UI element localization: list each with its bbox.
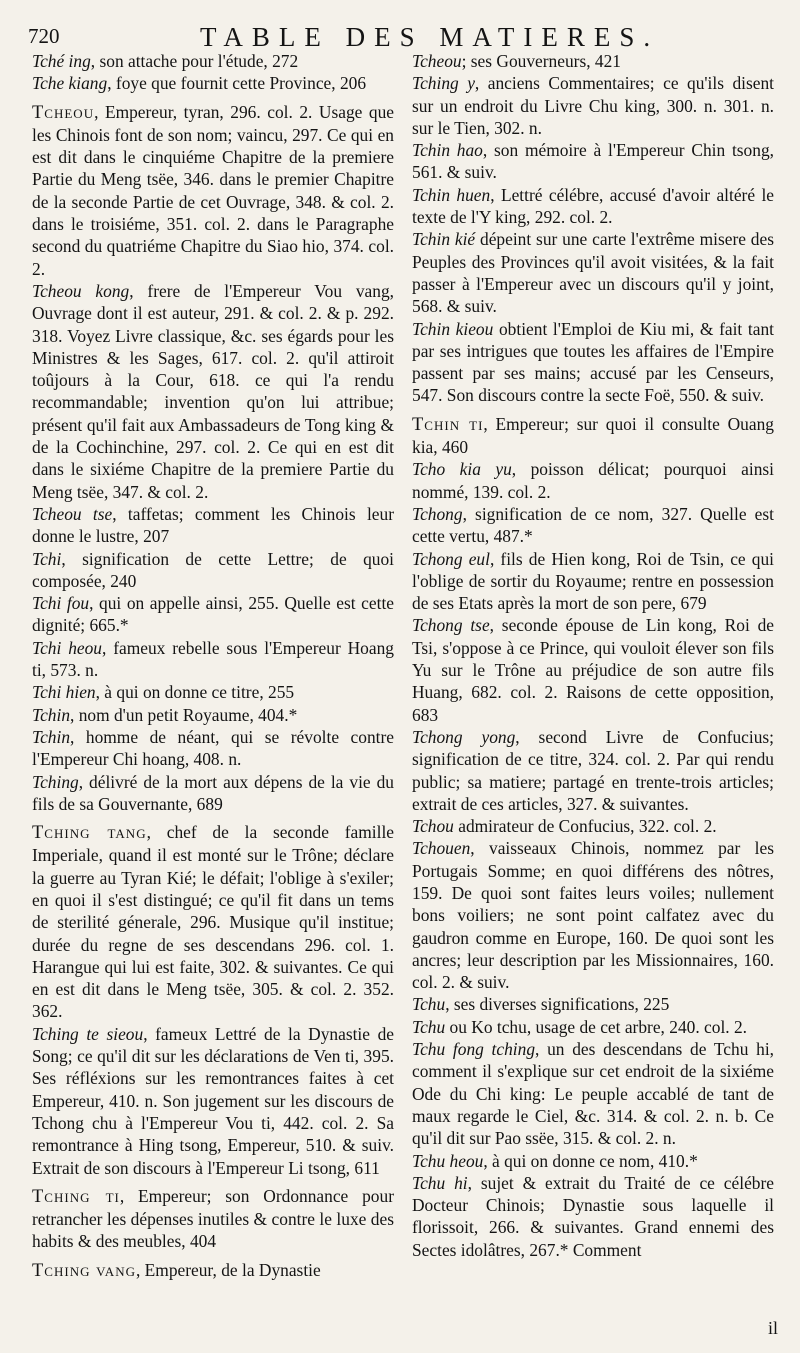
entry-headword: Tchong yong (412, 726, 516, 747)
index-entry (412, 1172, 774, 1261)
index-entry (32, 503, 394, 548)
entry-headword: Tching tang (32, 823, 147, 844)
entry-text: , Lettré célébre, accusé d'avoir altéré le texte de l'Y king, 292. col. 2. (412, 184, 774, 228)
entry-text: , foye que fournit cette Province, 206 (107, 73, 367, 94)
index-entry (412, 837, 774, 993)
index-entry (32, 1259, 394, 1282)
entry-text: , son mémoire à l'Empereur Chin tsong, 561. & suiv. (412, 140, 774, 183)
index-entry (412, 458, 774, 503)
index-entry (412, 993, 774, 1015)
entry-text: , Empereur; son Ordonnance pour retrancher les dépenses inutiles & contre le luxe des habits & des meubles, 404 (32, 1185, 394, 1252)
entry-headword: Tche kiang (32, 73, 108, 94)
entry-text: , fils de Hien kong, Roi de Tsin, ce qui l'oblige de sortir du Royaume; rentre en possession de ses Etats après la mort de son pere, 679 (412, 548, 774, 614)
entry-text: , seconde épouse de Lin kong, Roi de Tsi, s'oppose à ce Prince, qui vouloit élever son fils Yu sur le Trône au préjudice de son autre fils Huang, 682. col. 2. Raisons de cette opposition, 683 (412, 615, 774, 725)
entry-headword: Tcheou (32, 102, 95, 123)
index-entry (32, 280, 394, 503)
entry-text: , chef de la seconde famille Imperiale, quand il est monté sur le Trône; déclare la guerre au Tyran Kié; le défait; l'oblige à s'exiler; en quoi il s'est distingué; ce qu'il fit dans un tems de sterilité génerale, 296. Musique qu'il institue; durée du regne de ses descendans 296. col. 1. Harangue qui lui est faite, 302. & suivantes. Ce qui en est dit dans le Meng tsëe, 305. & col. 2. 352. 362. (32, 822, 394, 1022)
entry-text: , vaisseaux Chinois, nommez par les Portugais Somme; en quoi différens des nôtres, 159. De quoi sont faites leurs voiles; nullement bons voiliers; ne sont point calfatez avec du gaudron comme en Europe, 160. De quoi sont les ancres; leur description par les Missionnaires, 160. col. 2. & suiv. (412, 838, 774, 993)
index-entry (412, 614, 774, 725)
entry-headword: Tchi heou (32, 637, 102, 658)
index-entry (32, 704, 394, 726)
index-entry (32, 637, 394, 682)
entry-text: , anciens Commentaires; ce qu'ils disent sur un endroit du Livre Chu king, 300. n. 301. n. sur le Tien, 302. n. (412, 73, 775, 138)
entry-text: , délivré de la mort aux dépens de la vie du fils de sa Gouvernante, 689 (32, 771, 394, 814)
entry-headword: Tchi hien (32, 682, 96, 703)
entry-headword: Tchin kié (412, 229, 476, 250)
entry-headword: Tchong eul (412, 548, 490, 569)
entry-text: , Empereur; sur quoi il consulte Ouang kia, 460 (412, 413, 774, 458)
entry-headword: Tchong tse (412, 615, 490, 636)
index-entry (412, 548, 774, 615)
page-number: 720 (28, 24, 60, 48)
index-entry (412, 1038, 774, 1149)
entry-headword: Tché ing (32, 51, 91, 71)
running-title: TABLE DES MATIERES. (200, 22, 660, 52)
index-entry (32, 821, 394, 1023)
entry-headword: Tchin (32, 726, 71, 747)
entry-headword: Tching vang (32, 1260, 136, 1281)
entry-headword: Tchin (32, 704, 71, 725)
entry-headword: Tchi (32, 548, 62, 569)
entry-headword: Tching te sieou (32, 1023, 144, 1044)
index-entry (32, 726, 394, 771)
entry-headword: Tchong (412, 503, 463, 524)
index-entry (32, 1185, 394, 1253)
entry-headword: Tchu heou (412, 1150, 484, 1171)
index-entry (412, 503, 774, 548)
index-entry (412, 184, 774, 229)
page-header (28, 14, 776, 54)
index-entry (32, 72, 394, 94)
entry-text: , homme de néant, qui se révolte contre l'Empereur Chi hoang, 408. n. (32, 726, 394, 770)
entry-headword: Tchu (412, 1016, 446, 1037)
entry-text: , signification de ce nom, 327. Quelle est cette vertu, 487.* (412, 503, 774, 547)
index-entry (412, 139, 774, 184)
entry-text: dépeint sur une carte l'extrême misere des Peuples des Provinces qu'il avoit visitées, & la fait passer à l'Empereur avec un discours qu'il y joint, 568. & suiv. (412, 229, 774, 317)
entry-text: , frere de l'Empereur Vou vang, Ouvrage dont il est auteur, 291. & col. 2. & p. 292. 318. Voyez Livre classique, &c. ses égards pour les Ministres & les Sages, 617. col. 2. qu'il attiroit toûjours à la Cour, 618. ce qui l'a rendu recommandable; invention qu'on lui attribue; présent qu'il fait aux Ambassadeurs de Tong king & de la Cochinchine, 297. col. 2. Ce qui en est dit dans le sixiéme Chapitre de la premiere Partie du Meng tsëe, 347. & col. 2. (32, 280, 394, 502)
entry-text: , à qui on donne ce nom, 410.* (483, 1150, 698, 1171)
entry-text: , taffetas; comment les Chinois leur donne le lustre, 207 (32, 503, 394, 547)
entry-headword: Tching ti (32, 1186, 120, 1207)
entry-text: , second Livre de Confucius; signification de ce titre, 324. col. 2. Par qui rendu public; sa matiere; partagé en trente-trois articles; extrait de ces articles, 327. & suivantes. (412, 726, 774, 814)
index-entry (32, 681, 394, 703)
index-entry (412, 726, 774, 815)
entry-text: , sujet & extrait du Traité de ce célébre Docteur Chinois; Dynastie sous laquelle il florissoit, 266. & suivantes. Grand ennemi des Sectes idolâtres, 267.* Comment (412, 1172, 775, 1260)
index-entry (412, 1150, 774, 1172)
entry-headword: Tchou (412, 816, 454, 837)
entry-text: , Empereur, tyran, 296. col. 2. Usage que les Chinois font de son nom; vaincu, 297. Ce qui en est dit dans le cinquiéme Chapitre de la premiere Partie du Meng tsëe, 346. dans le premier Chapitre de la seconde Partie de cet Ouvrage, 348. & col. 2. dans le troisiéme, 351. col. 2. dans le Paragraphe second du quatriéme Chapitre du Siao hio, 374. col. 2. (32, 101, 394, 279)
index-entry (32, 50, 394, 72)
index-entry (412, 815, 774, 837)
entry-text: , qui on appelle ainsi, 255. Quelle est cette dignité; 665.* (32, 593, 395, 636)
entry-headword: Tchin hao (412, 140, 483, 161)
entry-text: , signification de cette Lettre; de quoi composée, 240 (32, 548, 394, 591)
entry-text: , un des descendans de Tchu hi, comment il s'explique sur cet endroit de la sixiéme Ode du Chi king: Le peuple accablé de tant de maux regarde le Ciel, &c. 314. & col. 2. n. b. Ce qu'il dit sur Pao ssëe, 315. & col. 2. n. (412, 1039, 774, 1149)
index-entry (412, 72, 774, 139)
right-column (412, 50, 774, 1261)
entry-text: , son attache pour l'étude, 272 (90, 51, 299, 71)
index-entry (32, 1023, 394, 1179)
entry-headword: Tchin ti (412, 414, 484, 435)
index-entry (412, 1016, 774, 1038)
index-entry (412, 228, 774, 317)
entry-text: , poisson délicat; pourquoi ainsi nommé, 139. col. 2. (412, 459, 774, 502)
entry-text: , à qui on donne ce titre, 255 (95, 682, 295, 703)
entry-headword: Tching (32, 771, 79, 792)
index-entry (412, 318, 774, 407)
left-column (32, 50, 394, 1282)
entry-text: admirateur de Confucius, 322. col. 2. (453, 816, 717, 837)
entry-text: , fameux rebelle sous l'Empereur Hoang ti, 573. n. (32, 637, 394, 681)
index-entry (32, 771, 394, 816)
entry-headword: Tcheou (412, 51, 462, 71)
index-entry (32, 101, 394, 280)
entry-headword: Tcheou tse (32, 503, 113, 524)
entry-headword: Tchin kieou (412, 318, 494, 339)
entry-headword: Tcho kia yu (412, 459, 512, 480)
entry-headword: Tchin huen (412, 184, 491, 205)
entry-text: ou Ko tchu, usage de cet arbre, 240. col. 2. (445, 1016, 748, 1037)
index-entry (32, 592, 394, 637)
entry-text: , fameux Lettré de la Dynastie de Song; ce qu'il dit sur les déclarations de Ven ti, 395. Ses réfléxions sur les remontrances faites à cet Empereur, 410. n. Son jugement sur les discours de Tchong chu à l'Empereur Vou ti, 442. col. 2. Sa remontrance à Hing tsong, Empereur, 510. & suiv. Extrait de son discours à l'Empereur Li tsong, 611 (32, 1023, 395, 1178)
entry-headword: Tchu fong tching (412, 1039, 536, 1060)
entry-text: ; ses Gouverneurs, 421 (461, 51, 621, 71)
entry-text: , Empereur, de la Dynastie (135, 1259, 321, 1280)
entry-headword: Tcheou kong (32, 280, 130, 301)
entry-text: , ses diverses significations, 225 (445, 994, 670, 1015)
entry-text: obtient l'Emploi de Kiu mi, & fait tant par ses intrigues que toutes les affaires de l'Empire passent par ses mains; accusé par les Censeurs, 547. Son discours contre la secte Foë, 550. & suiv. (412, 318, 774, 406)
index-entry (412, 50, 774, 72)
entry-text: , nom d'un petit Royaume, 404.* (70, 704, 298, 725)
entry-headword: Tchu hi (412, 1172, 468, 1193)
entry-headword: Tching y (412, 73, 475, 94)
entry-headword: Tchi fou (32, 593, 90, 614)
index-entry (412, 413, 774, 459)
catchword: il (767, 1318, 778, 1338)
index-entry (32, 548, 394, 593)
entry-headword: Tchu (412, 994, 446, 1015)
entry-headword: Tchouen (412, 838, 471, 859)
